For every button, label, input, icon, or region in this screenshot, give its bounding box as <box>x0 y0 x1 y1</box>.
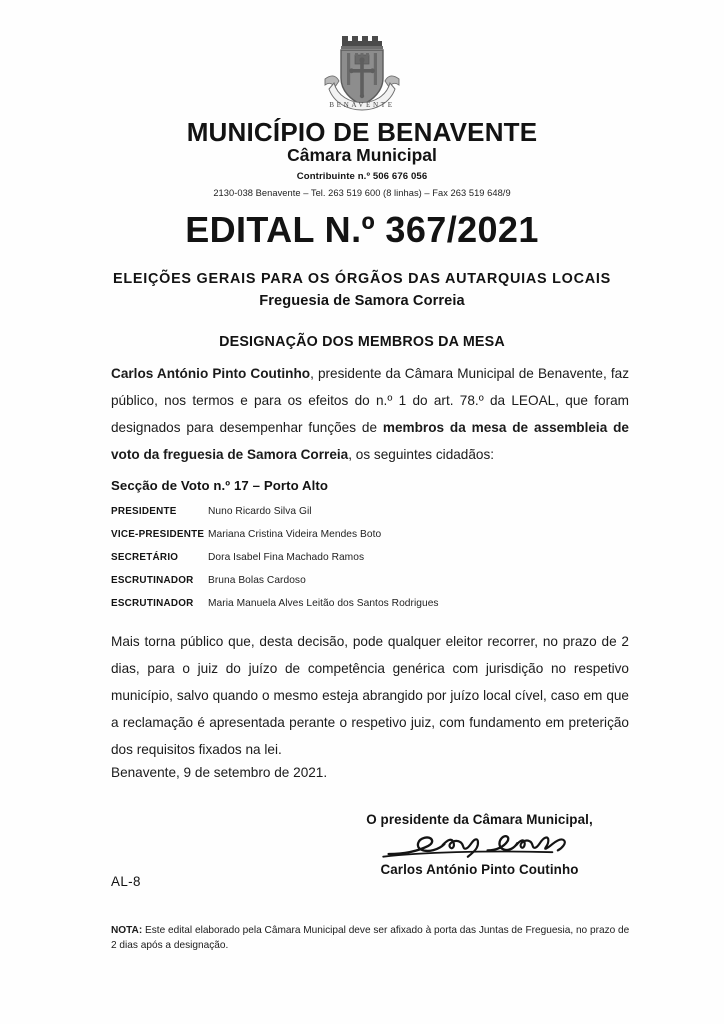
member-name: Dora Isabel Fina Machado Ramos <box>208 552 365 563</box>
organization-subtitle: Câmara Municipal <box>287 145 437 165</box>
member-role: VICE-PRESIDENTE <box>111 529 205 540</box>
member-role: PRESIDENTE <box>111 506 177 517</box>
role-description-inline: membros da mesa de assembleia de voto da freguesia de Samora Correia <box>111 420 629 462</box>
list-item <box>111 506 581 529</box>
address-contact-line: 2130-038 Benavente – Tel. 263 519 600 (8 linhas) – Fax 263 519 648/9 <box>213 188 511 198</box>
footer-note <box>111 923 633 953</box>
footer-note-label: NOTA: <box>111 925 143 936</box>
list-item <box>111 598 581 621</box>
date-line: Benavente, 9 de setembro de 2021. <box>111 765 328 780</box>
parish-subtitle: Freguesia de Samora Correia <box>259 293 465 309</box>
organization-name: MUNICÍPIO DE BENAVENTE <box>186 117 538 147</box>
intro-paragraph <box>111 360 629 468</box>
election-subtitle: ELEIÇÕES GERAIS PARA OS ÓRGÃOS DAS AUTARQUIAS LOCAIS <box>113 271 611 287</box>
handwritten-signature-icon <box>330 828 629 862</box>
member-role: ESCRUTINADOR <box>111 598 194 609</box>
list-item <box>111 529 581 552</box>
president-name-inline: Carlos António Pinto Coutinho <box>111 366 311 381</box>
list-item <box>111 575 581 598</box>
designation-heading: DESIGNAÇÃO DOS MEMBROS DA MESA <box>219 334 505 350</box>
emblem-container <box>0 33 724 121</box>
taxpayer-number: Contribuinte n.º 506 676 056 <box>296 171 428 182</box>
member-name: Nuno Ricardo Silva Gil <box>208 506 312 517</box>
members-list <box>111 506 581 621</box>
benavente-coat-of-arms-icon <box>319 33 405 121</box>
svg-text:BENAVENTE: BENAVENTE <box>329 101 395 109</box>
member-role: SECRETÁRIO <box>111 552 179 563</box>
member-name: Maria Manuela Alves Leitão dos Santos Rodrigues <box>208 598 439 609</box>
signature-heading: O presidente da Câmara Municipal, <box>366 812 593 827</box>
list-item <box>111 552 581 575</box>
signatory-name: Carlos António Pinto Coutinho <box>380 862 579 877</box>
member-name: Mariana Cristina Videira Mendes Boto <box>208 529 382 540</box>
section-heading: Secção de Voto n.º 17 – Porto Alto <box>111 478 329 493</box>
appeal-paragraph: Mais torna público que, desta decisão, pode qualquer eleitor recorrer, no prazo de 2 dias, para o juiz do juízo de competência genérica com jurisdição no respetivo município, salvo quando o mesmo esteja abrangido por juízo local cível, caso em que a reclamação é apresentada perante o respetivo juiz, com fundamento em preterição dos requisitos fixados na lei. <box>111 634 629 757</box>
footer-note-text: Este edital elaborado pela Câmara Municipal deve ser afixado à porta das Juntas de Freguesia, no prazo de 2 dias após a designação. <box>111 925 630 951</box>
member-role: ESCRUTINADOR <box>111 575 194 586</box>
form-code: AL-8 <box>111 874 141 889</box>
signature-block <box>330 812 629 877</box>
page-title: EDITAL N.º 367/2021 <box>185 209 539 250</box>
intro-text-part-4: , os seguintes cidadãos: <box>348 447 495 462</box>
intro-text-part-2: , presidente da Câmara Municipal de Benavente, faz público, nos termos e para os efeitos do n.º 1 do art. 78.º da LEOAL, que foram designados para desempenhar funções de <box>111 366 629 435</box>
member-name: Bruna Bolas Cardoso <box>208 575 306 586</box>
